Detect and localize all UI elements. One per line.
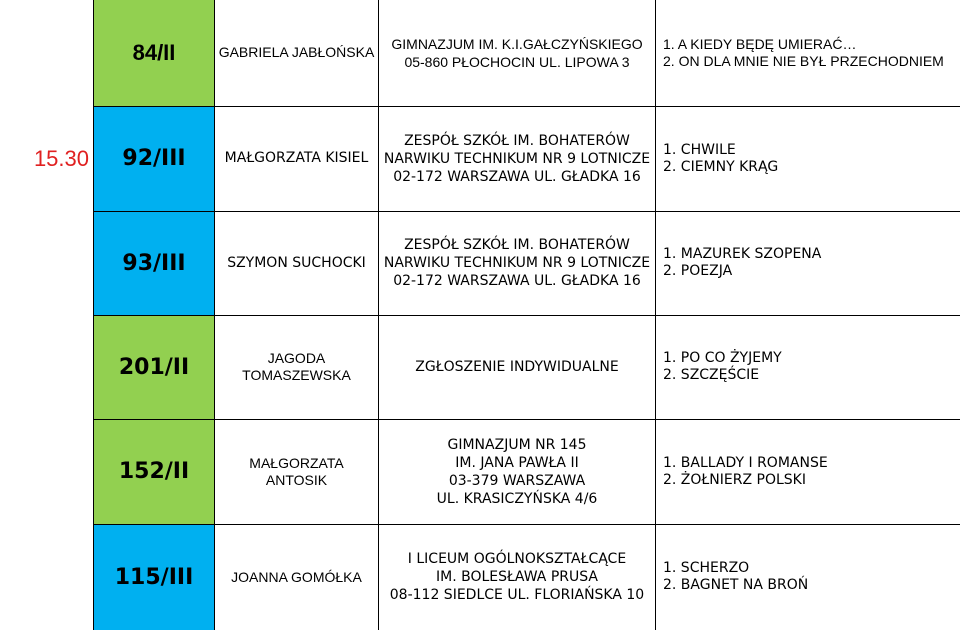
table-row xyxy=(0,315,960,419)
performer-code: 92/III xyxy=(94,106,215,211)
table-row xyxy=(0,106,960,211)
song-list: 1. SCHERZO 2. BAGNET NA BROŃ xyxy=(656,524,960,630)
table-row xyxy=(0,419,960,524)
song-list: 1. PO CO ŻYJEMY 2. SZCZĘŚCIE xyxy=(656,315,960,419)
performer-code: 93/III xyxy=(94,211,215,315)
school-info: GIMNAZJUM IM. K.I.GAŁCZYŃSKIEGO 05-860 PŁOCHOCIN UL. LIPOWA 3 xyxy=(379,0,656,106)
song-list: 1. MAZUREK SZOPENA 2. POEZJA xyxy=(656,211,960,315)
school-info: ZESPÓŁ SZKÓŁ IM. BOHATERÓW NARWIKU TECHNIKUM NR 9 LOTNICZE 02-172 WARSZAWA UL. GŁADKA 16 xyxy=(379,211,656,315)
performer-name: GABRIELA JABŁOŃSKA xyxy=(215,0,379,106)
time-cell xyxy=(0,524,94,630)
time-cell xyxy=(0,106,94,211)
time-cell xyxy=(0,315,94,419)
school-info: GIMNAZJUM NR 145 IM. JANA PAWŁA II 03-379 WARSZAWA UL. KRASICZYŃSKA 4/6 xyxy=(379,419,656,524)
song-list: 1. A KIEDY BĘDĘ UMIERAĆ… 2. ON DLA MNIE NIE BYŁ PRZECHODNIEM xyxy=(656,0,960,106)
time-label: 15.30 xyxy=(33,145,89,171)
performer-code: 115/III xyxy=(94,524,215,630)
performer-name: JAGODA TOMASZEWSKA xyxy=(215,315,379,419)
performer-name: SZYMON SUCHOCKI xyxy=(215,211,379,315)
table-row xyxy=(0,524,960,630)
song-list: 1. CHWILE 2. CIEMNY KRĄG xyxy=(656,106,960,211)
table-row xyxy=(0,0,960,106)
time-cell xyxy=(0,211,94,315)
school-info: I LICEUM OGÓLNOKSZTAŁCĄCE IM. BOLESŁAWA PRUSA 08-112 SIEDLCE UL. FLORIAŃSKA 10 xyxy=(379,524,656,630)
time-cell xyxy=(0,419,94,524)
performer-name: MAŁGORZATA ANTOSIK xyxy=(215,419,379,524)
performer-name: JOANNA GOMÓŁKA xyxy=(215,524,379,630)
song-list: 1. BALLADY I ROMANSE 2. ŻOŁNIERZ POLSKI xyxy=(656,419,960,524)
table-row xyxy=(0,211,960,315)
school-info: ZGŁOSZENIE INDYWIDUALNE xyxy=(379,315,656,419)
school-info: ZESPÓŁ SZKÓŁ IM. BOHATERÓW NARWIKU TECHNIKUM NR 9 LOTNICZE 02-172 WARSZAWA UL. GŁADKA 16 xyxy=(379,106,656,211)
performer-code: 201/II xyxy=(94,315,215,419)
performer-name: MAŁGORZATA KISIEL xyxy=(215,106,379,211)
time-cell xyxy=(0,0,94,106)
performer-code: 152/II xyxy=(94,419,215,524)
performer-code: 84/II xyxy=(94,0,215,106)
